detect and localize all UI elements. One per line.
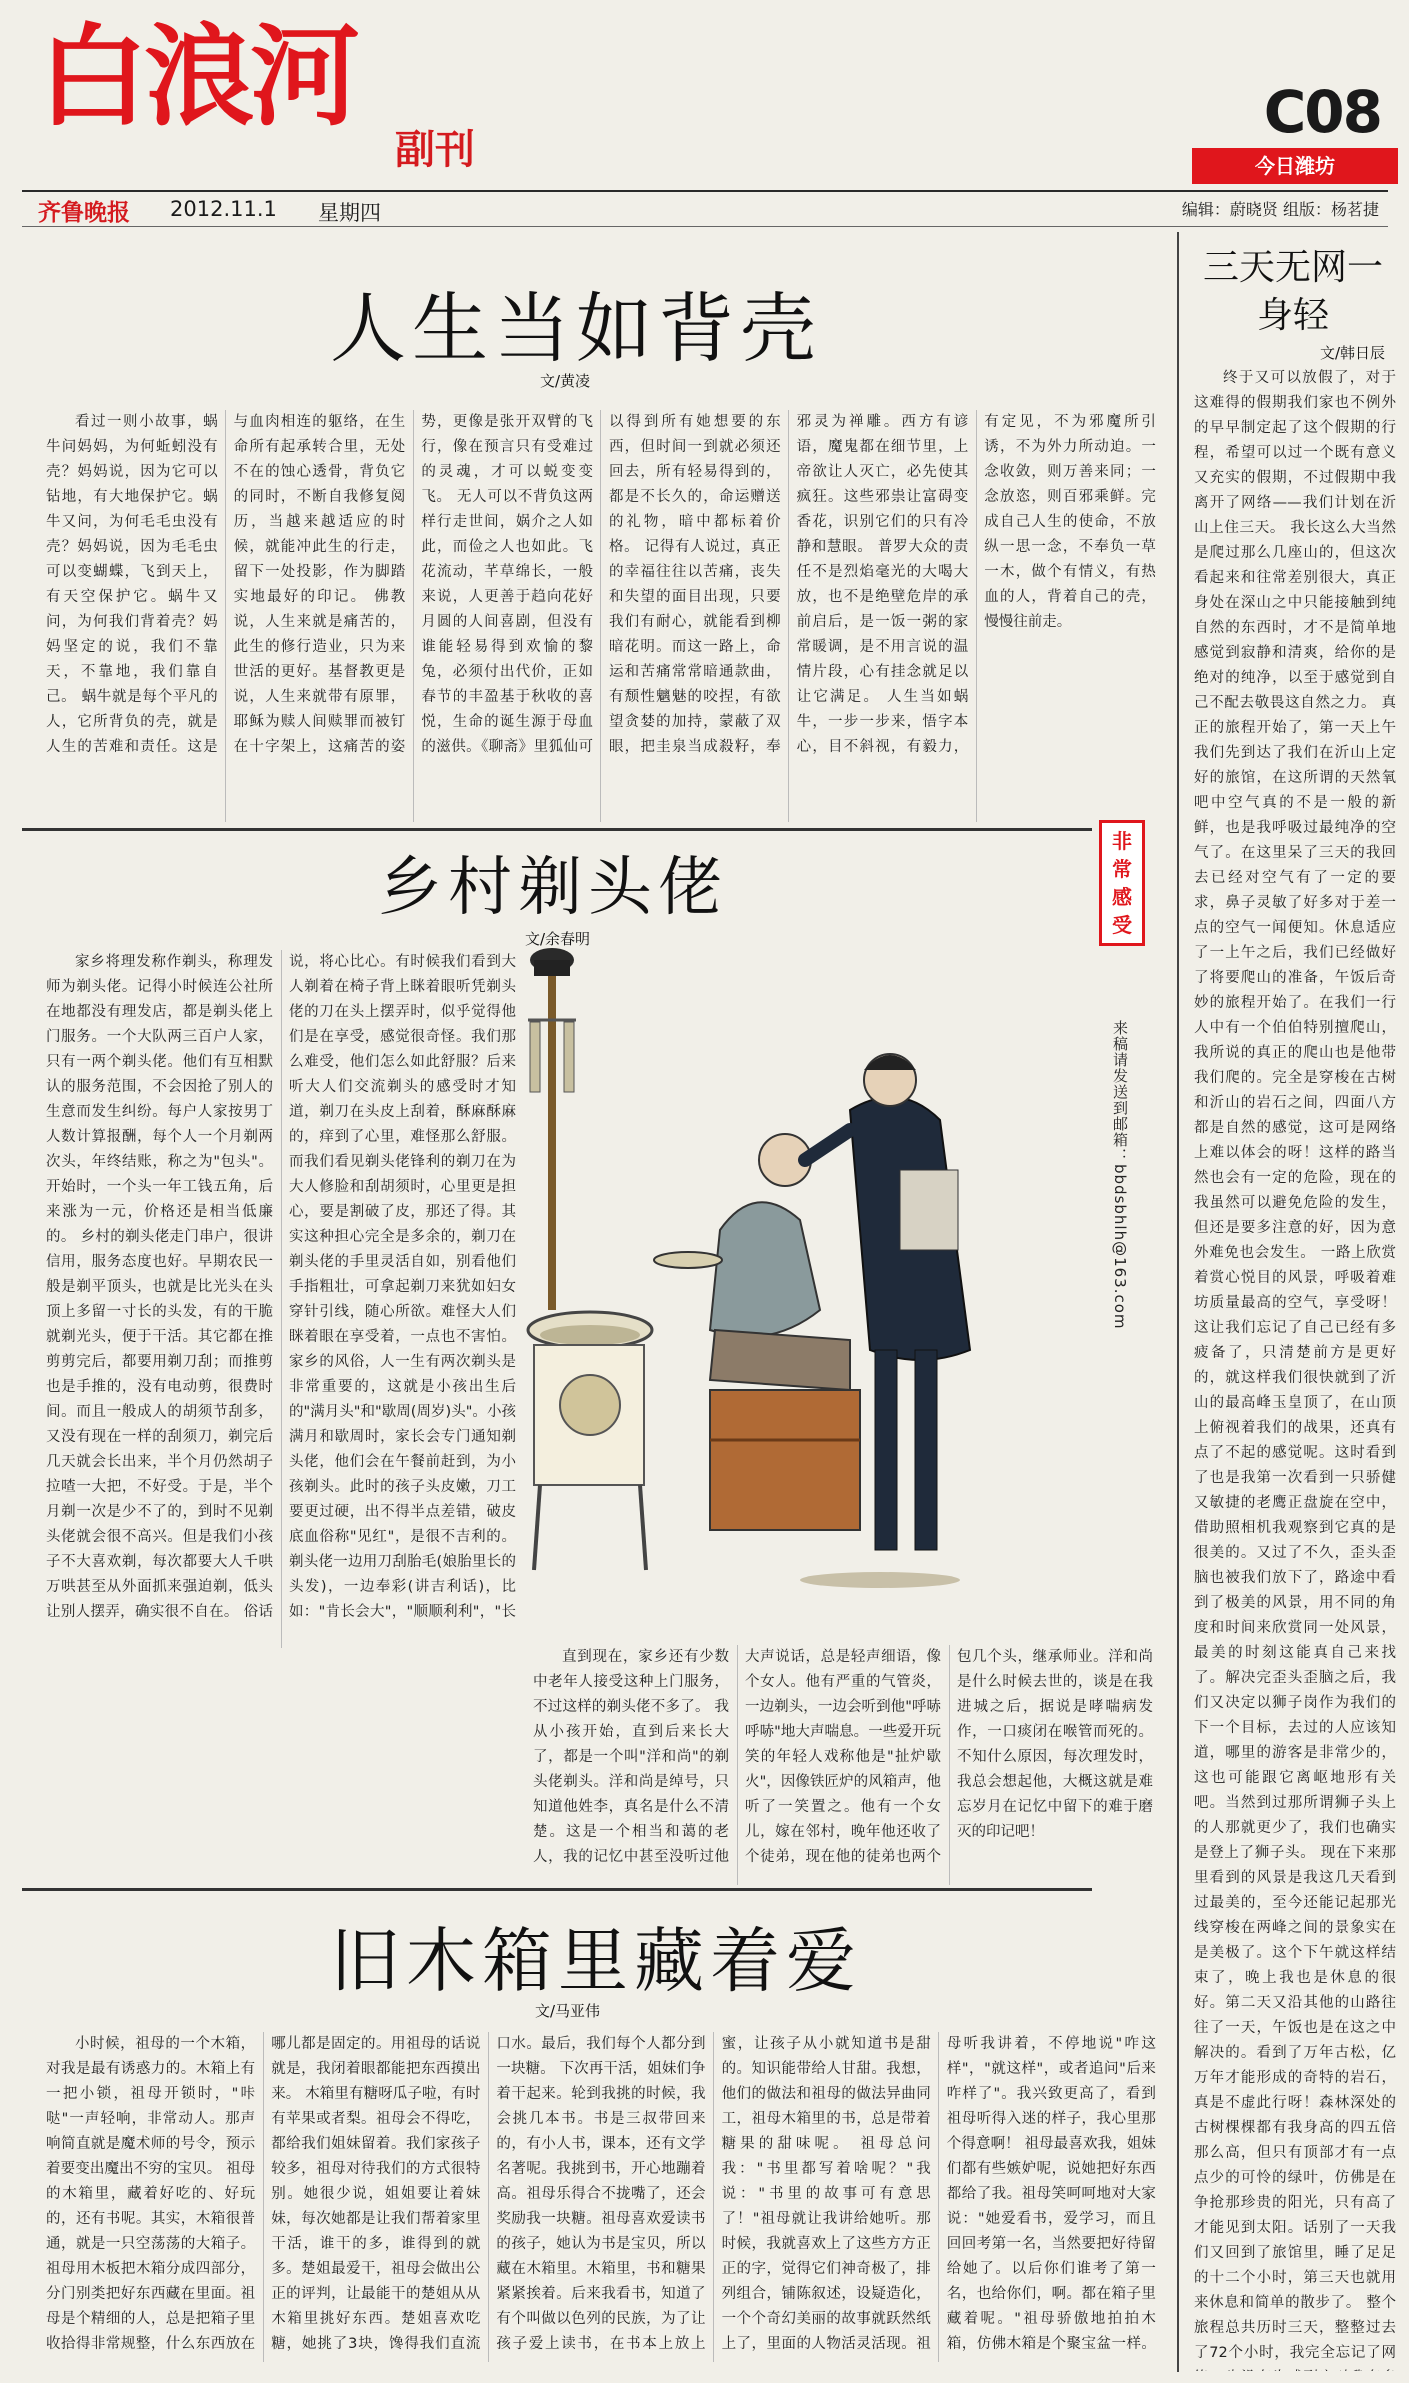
sidebar-divider: [1177, 232, 1179, 2372]
article1-title: 人生当如背壳: [330, 284, 822, 373]
date-rule: [22, 226, 1388, 227]
article3-author: 文/马亚伟: [535, 2002, 601, 2020]
article3-body: 小时候，祖母的一个木箱，对我是最有诱惑力的。木箱上有一把小锁，祖母开锁时，"咔哒"一声轻响，非常动人。那声响简直就是魔术师的号令，预示着要变出魔出不穷的宝贝。 祖母的木箱里，藏着好吃的、好玩的，还有书呢。其实，木箱很普通，就是一只空荡荡的大箱子。祖母用木板把木箱分成四部分，分门别类把好东西藏在里面。祖母是个精细的人，总是把箱子里收拾得非常规整，什么东西放在哪儿都是固定的。用祖母的话说就是，我闭着眼都能把东西摸出来。 木箱里有糖呀瓜子啦，有时有苹果或者梨。祖母会不得吃，都给我们姐妹留着。我们家孩子较多，祖母对待我们的方式很特别。她很少说，姐姐要让着妹妹，每次她都是让我们帮着家里干活，谁干的多，谁得到的就多。楚姐最爱干，祖母会做出公正的评判，让最能干的楚姐从从木箱里挑好东西。楚姐喜欢吃糖，她挑了3块，馋得我们直流口水。最后，我们每个人都分到一块糖。 下次再干活，姐妹们争着干起来。轮到我挑的时候，我会挑几本书。书是三叔带回来的，有小人书，课本，还有文学名著呢。我挑到书，开心地蹦着高。祖母乐得合不拢嘴了，还会奖励我一块糖。祖母喜欢爱读书的孩子，她认为书是宝贝，所以藏在木箱里。木箱里，书和糖果紧紧挨着。后来我看书，知道了有个叫做以色列的民族，为了让孩子爱上读书，在书本上放上蜜，让孩子从小就知道书是甜的。知识能带给人甘甜。我想，他们的做法和祖母的做法异曲同工，祖母木箱里的书，总是带着糖果的甜味呢。 祖母总问我："书里都写着啥呢？"我说："书里的故事可有意思了！"祖母就让我讲给她听。那时候，我就喜欢上了这些方方正正的字，觉得它们神奇极了，排列组合，铺陈叙述，设疑造化，一个个奇幻美丽的故事就跃然纸上了，里面的人物活灵活现。祖母听我讲着，不停地说"咋这样"，"就这样"，或者追问"后来咋样了"。我兴致更高了，看到祖母听得入迷的样子，我心里那个得意啊！ 祖母最喜欢我，姐妹们都有些嫉妒呢，说她把好东西都给了我。祖母笑呵呵地对大家说："她爱看书，爱学习，而且回回考第一名，当然要把好待留给她了。以后你们谁考了第一名，也给你们，啊。都在箱子里藏着呢。"祖母骄傲地拍拍木箱，仿佛木箱是个聚宝盆一样。: [46, 2036, 1156, 2352]
editor-line: 编辑：蔚晓贤 组版：杨茗捷: [1181, 200, 1379, 219]
column-stamp-text: 非常感受: [1112, 829, 1132, 937]
barber-illustration: [520, 930, 1076, 1630]
article3-title: 旧木箱里藏着爱: [330, 1920, 862, 2002]
article1-body: 看过一则小故事，蜗牛问妈妈，为何蚯蚓没有壳？妈妈说，因为它可以钻地，有大地保护它。蜗牛又问，为何毛毛虫没有壳？妈妈说，因为毛毛虫可以变蝴蝶，飞到天上，有天空保护它。蜗牛又问，为何我们背着壳？妈妈坚定的说，我们不靠天，不靠地，我们靠自己。 蜗牛就是每个平凡的人，它所背负的壳，就是人生的苦难和责任。这是与血肉相连的躯络，在生命所有起承转合里，无处不在的蚀心透骨，背负它的同时，不断自我修复阅历，当越来越适应的时候，就能冲此生的行走，留下一处投影，作为脚踏实地最好的印记。 佛教说，人生来就是痛苦的，此生的修行造业，只为来世活的更好。基督教更是说，人生来就带有原罪，耶稣为赎人间赎罪而被钉在十字架上，这痛苦的姿势，更像是张开双臂的飞行，像在预言只有受难过的灵魂，才可以蜕变变飞。 无人可以不背负这两样行走世间，娲介之人如此，而俭之人也如此。飞花流动，芊草绵长，一般来说，人更善于趋向花好月圆的人间喜剧，但没有谁能轻易得到欢愉的黎兔，必须付出代价，正如春节的丰盈基于秋收的喜悦，生命的诞生源于母血的滋供。《聊斋》里狐仙可以得到所有她想要的东西，但时间一到就必须还回去，所有轻易得到的，都是不长久的，命运赠送的礼物，暗中都标着价格。 记得有人说过，真正的幸福往往以苦痛，丧失和失望的面目出现，只要我们有耐心，就能看到柳暗花明。而这一路上，命运和苦痛常常暗通款曲，有颓性魑魅的咬捏，有欲望贪婪的加持，蒙蔽了双眼，把圭泉当成殺籽，奉邪灵为禅雕。西方有谚语，魔鬼都在细节里，上帝欲让人灭亡，必先使其疯狂。这些邪祟让富碍变香花，识别它们的只有冷静和慧眼。 普罗大众的责任不是烈焰毫光的大喝大放，也不是绝壁危岸的承前启后，是一饭一粥的家常暖调，是不用言说的温情片段，心有挂念就足以让它满足。 人生当如蜗牛，一步一步来，悟字本心，目不斜视，有毅力，有定见，不为邪魔所引诱，不为外力所动迫。一念收敛，则万善来同；一念放恣，则百邪乘鲜。完成自己人生的使命，不放纵一思一念，不奉负一草一木，做个有情义，有热血的人，背着自己的壳，慢慢往前走。: [46, 414, 1156, 755]
article2-body-right: 直到现在，家乡还有少数中老年人接受这种上门服务，不过这样的剃头佬不多了。 我从小孩开始，直到后来长大了，都是一个叫"洋和尚"的剃头佬剃头。洋和尚是绰号，只知道他姓李，真名是什么不清楚。这是一个相当和蔼的老人，我的记忆中甚至没听过他大声说话，总是轻声细语，像个女人。他有严重的气管炎，一边剃头，一边会听到他"呼哧呼哧"地大声喘息。一些爱开玩笑的年轻人戏称他是"扯炉歇火"，因像铁匠炉的风箱声，他听了一笑置之。他有一个女儿，嫁在邻村，晚年他还收了个徒弟，现在他的徒弟也两个包几个头，继承师业。洋和尚是什么时候去世的，谈是在我进城之后，据说是哮喘病发作，一口痰闭在喉管而死的。不知什么原因，每次理发时，我总会想起他，大概这就是难忘岁月在记忆中留下的难于磨灭的印记吧！: [533, 1649, 1153, 1865]
side-article-body: 终于又可以放假了，对于这难得的假期我们家也不例外的早早制定起了这个假期的行程，希望可以过一个既有意义又充实的假期，不过假期中我离开了网络——我们计划在沂山上住三天。 我长这么大当然是爬过那么几座山的，但这次看起来和往常差别很大，真正身处在深山之中只能接触到纯自然的东西时，才不是简单地感觉到寂静和清爽，给你的是绝对的纯净，以至于感觉到自己不配去敬畏这自然之力。 真正的旅程开始了，第一天上午我们先到达了我们在沂山上定好的旅馆，在这所谓的天然氧吧中空气真的不是一般的新鲜，也是我呼吸过最纯净的空气了。在这里呆了三天的我回去已经对空气有了一定的要求，鼻子灵敏了好多对于差一点的空气一闻便知。休息适应了一上午之后，我们已经做好了将要爬山的准备，午饭后奇妙的旅程开始了。在我们一行人中有一个伯伯特别擅爬山，我所说的真正的爬山也是他带我们爬的。完全是穿梭在古树和沂山的岩石之间，四面八方都是自然的感觉，这可是网络上难以体会的呀！这样的路当然也会有一定的危险，现在的我虽然可以避免危险的发生，但还是要多注意的好，因为意外难免也会发生。 一路上欣赏着赏心悦目的风景，呼吸着难坊质量最高的空气，享受呀！这让我们忘记了自己已经有多疲备了，只清楚前方是更好的，就这样我们很快就到了沂山的最高峰玉皇顶了，在山顶上俯视着我们的战果，还真有点了不起的感觉呢。这时看到了也是我第一次看到一只骄健又敏捷的老鹰正盘旋在空中，借助照相机我观察到它真的是很美的。又过了不久，歪头歪脑也被我们放下了，路途中看到了极美的风景，用不同的角度和时间来欣赏同一处风景，最美的时刻这能真自己来找了。解决完歪头歪脑之后，我们又决定以狮子岗作为我们的下一个目标，去过的人应该知道，哪里的游客是非常少的，这也可能跟它离岖地形有关吧。当然到过那所谓狮子头上的人那就更少了，我们也确实是登上了狮子头。 现在下来那里看到的风景是我这几天看到过最美的，至今还能记起那光线穿梭在两峰之间的景象实在是美极了。这个下午就这样结束了，晚上我也是休息的很好。第二天又沿其他的山路往往了一天，午饭也是在这之中解决的。看到了万年古松，亿万年才能形成的奇特的岩石，真是不虚此行呀！森林深处的古树棵棵都有我身高的四五倍那么高，但只有顶部才有一点点少的可怜的绿叶，仿佛是在争抢那珍贵的阳光，只有高了才能见到太阳。话别了一天我们又回到了旅馆里，睡了足足的十二个小时，第三天也就用来休息和简单的散步了。 整个旅程总共历时三天，整整过去了72个小时，我完全忘记了网: [1194, 370, 1396, 2361]
submission-note: 来稿请发送到邮箱：bbdsbhlh@163.com: [1111, 1020, 1129, 1330]
side-article-author: 文/韩日辰: [1320, 344, 1386, 362]
newspaper-logo: 齐鲁晚报: [38, 199, 130, 226]
article2-body-left: 家乡将理发称作剃头，称理发师为剃头佬。记得小时候连公社所在地都没有理发店，都是剃头佬上门服务。一个大队两三百户人家，只有一两个剃头佬。他们有互相默认的服务范围，不会因抢了别人的生意而发生纠纷。每户人家按男丁人数计算报酬，每个人一个月剃两次头，年终结账，称之为"包头"。开始时，一个头一年工钱五角，后来涨为一元，价格还是相当低廉的。 乡村的剃头佬走门串户，很讲信用，服务态度也好。早期农民一般是剃平顶头，也就是比光头在头顶上多留一寸长的头发，有的干脆就剃光头，便于干活。其它都在推剪剪完后，都要用剃刀刮；而推剪也是手推的，没有电动剪，很费时间。而且一般成人的胡须节刮多，又没有现在一样的刮须刀，剃完后几天就会长出来，半个月仍然胡子拉喳一大把，不好受。于是，半个月剃一次是少不了的，到时不见剃头佬就会很不高兴。但是我们小孩子不大喜欢剃，每次都要大人千哄万哄甚至从外面抓来强迫剃，低头让别人摆弄，确实很不自在。 俗话说，将心比心。有时候我们看到大人剃着在椅子背上眯着眼听凭剃头佬的刀在头上摆弄时，似乎觉得他们是在享受，感觉很奇怪。我们那么难受，他们怎么如此舒服？后来听大人们交流剃头的感受时才知道，剃刀在头皮上刮着，酥麻酥麻的，痒到了心里，难怪那么舒服。而我们看见剃头佬锋利的剃刀在为大人修脸和刮胡须时，心里更是担心，要是割破了皮，那还了得。其实这种担心完全是多余的，剃刀在剃头佬的手里灵活自如，别看他们手指粗壮，可拿起剃刀来犹如妇女穿针引线，随心所欲。难怪大人们眯着眼在享受着，一点也不害怕。 家乡的风俗，人一生有两次剃头是非常重要的，这就是小孩出生后的"满月头"和"歇周(周岁)头"。小孩满月和歇周时，家长会专门通知剃头佬，他们会在午餐前赶到，为小孩剃头。此时的孩子头皮嫩，刀工要更过硬，出不得半点差错，破皮底血俗称"见红"，是很不吉利的。剃头佬一边用刀刮胎毛(娘胎里长的头发)，一边奉彩(讲吉利话)，比如："肯长会大"，"顺顺利利"，"长: [46, 954, 516, 1620]
page-number: C08: [1263, 78, 1381, 146]
article1-author: 文/黄凌: [540, 372, 591, 390]
issue-date: 2012.11.1: [170, 197, 277, 221]
side-article-title: 三天无网一身轻: [1202, 247, 1383, 336]
article1-divider: [22, 828, 1092, 831]
masthead-rule: [22, 190, 1388, 192]
issue-weekday: 星期四: [318, 201, 381, 225]
masthead-subtitle: 副刊: [395, 126, 475, 173]
section-badge: 今日潍坊: [1192, 148, 1398, 184]
column-stamp: [1099, 820, 1145, 946]
article2-divider: [22, 1888, 1092, 1891]
article2-author: 文/余春明: [525, 930, 591, 948]
masthead-title: 白浪河: [38, 12, 356, 141]
article2-title: 乡村剃头佬: [378, 851, 728, 925]
